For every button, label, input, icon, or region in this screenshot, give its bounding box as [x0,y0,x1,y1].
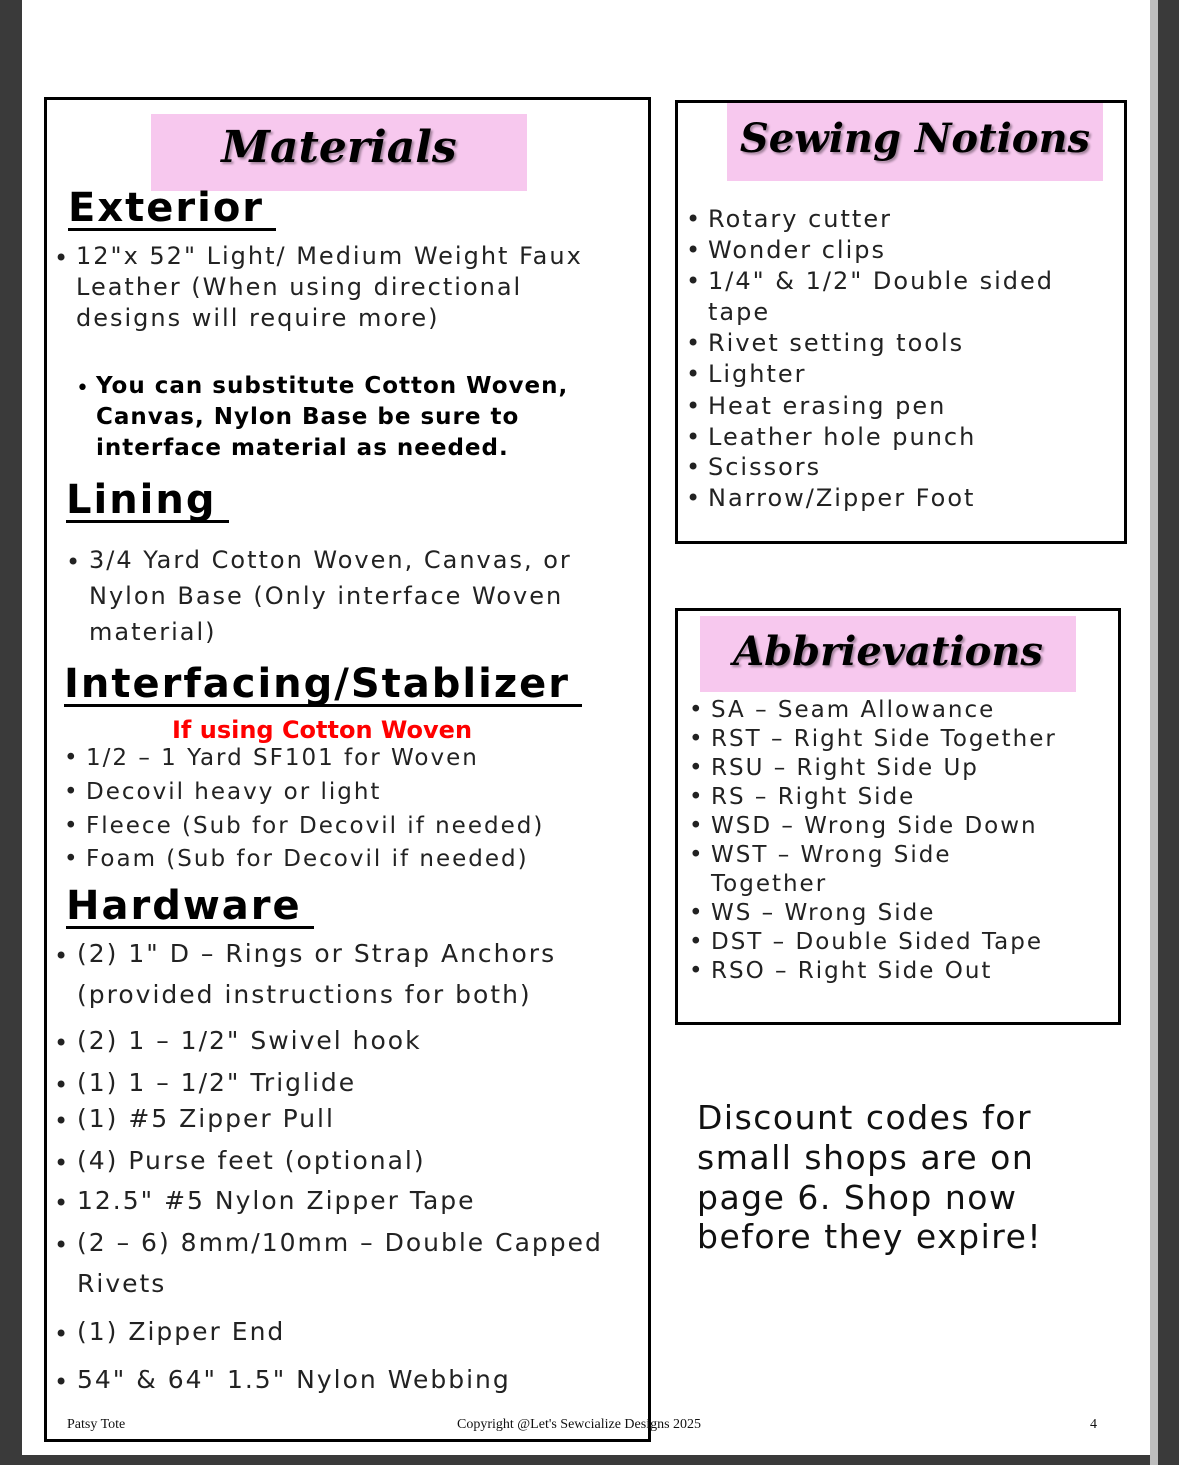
materials-banner [151,114,527,191]
lining-line-3: material) [89,618,217,646]
hardware-item-3: (1) 1 – 1/2" Triglide [77,1068,357,1097]
abbreviations-title: Abbrievations [733,628,1043,675]
hardware-bullet-8: • [54,1320,69,1348]
hardware-item-7b: Rivets [77,1269,167,1298]
list-item: • Scissors [686,453,1054,484]
hardware-item-4: (1) #5 Zipper Pull [77,1104,335,1133]
note-line-1: You can substitute Cotton Woven, [96,373,569,399]
hardware-bullet-2: • [54,1029,69,1057]
list-item: • Leather hole punch [686,423,1054,453]
discount-line-2: small shops are on [697,1138,1035,1177]
lining-heading: Lining [66,480,229,523]
lining-bullet: • [66,548,81,576]
list-item: • Lighter [686,360,1054,392]
interfacing-list [64,745,544,879]
footer-copyright: Copyright @Let's Sewcialize Designs 2025 [457,1417,702,1432]
exterior-bullet: • [54,244,69,272]
hardware-item-7a: (2 – 6) 8mm/10mm – Double Capped [77,1228,603,1257]
hardware-bullet-9: • [54,1368,69,1396]
exterior-heading: Exterior [68,188,276,231]
hardware-bullet-3: • [54,1071,69,1099]
list-item: • RSO – Right Side Out [689,958,1057,987]
list-item: • WSD – Wrong Side Down [689,813,1057,842]
footer-title: Patsy Tote [67,1417,126,1432]
list-item: • 1/2 – 1 Yard SF101 for Woven [64,745,544,779]
exterior-line-1: 12"x 52" Light/ Medium Weight Faux [76,242,583,270]
exterior-line-2: Leather (When using directional [76,273,523,301]
hardware-item-8: (1) Zipper End [77,1317,286,1346]
note-bullet: • [76,376,89,401]
list-item: • Foam (Sub for Decovil if needed) [64,846,544,879]
notions-title: Sewing Notions [739,115,1091,162]
list-item: • Heat erasing pen [686,392,1054,423]
hardware-item-5: (4) Purse feet (optional) [77,1146,426,1175]
lining-line-2: Nylon Base (Only interface Woven [89,582,564,610]
scrollbar-gutter[interactable] [1150,0,1158,1465]
hardware-bullet-1: • [54,942,69,970]
list-item: • Fleece (Sub for Decovil if needed) [64,813,544,846]
list-item-continuation: tape [708,298,771,326]
hardware-bullet-7: • [54,1231,69,1259]
note-line-3: interface material as needed. [96,435,509,461]
hardware-bullet-4: • [54,1107,69,1135]
list-item: • 1/4" & 1/2" Double sided [686,267,1054,298]
discount-line-3: page 6. Shop now [697,1178,1018,1217]
list-item: • RS – Right Side [689,784,1057,813]
list-item: • RST – Right Side Together [689,726,1057,755]
list-item: • Wonder clips [686,236,1054,267]
hardware-item-1b: (provided instructions for both) [77,980,532,1009]
list-item-continuation: Together [711,871,828,897]
lining-line-1: 3/4 Yard Cotton Woven, Canvas, or [89,546,572,574]
list-item: • Narrow/Zipper Foot [686,484,1054,515]
list-item: • Rotary cutter [686,205,1054,236]
hardware-item-2: (2) 1 – 1/2" Swivel hook [77,1026,422,1055]
hardware-bullet-6: • [54,1189,69,1217]
abbreviations-banner [700,616,1076,692]
list-item: • WST – Wrong Side [689,842,1057,871]
page-number: 4 [1090,1417,1097,1432]
discount-line-4: before they expire! [697,1217,1043,1256]
list-item: • RSU – Right Side Up [689,755,1057,784]
list-item: • WS – Wrong Side [689,900,1057,929]
hardware-item-1a: (2) 1" D – Rings or Strap Anchors [77,939,557,968]
hardware-heading: Hardware [66,886,314,929]
discount-line-1: Discount codes for [697,1098,1033,1137]
hardware-bullet-5: • [54,1149,69,1177]
list-item: • Rivet setting tools [686,329,1054,360]
list-item: • SA – Seam Allowance [689,697,1057,726]
interfacing-subheading: If using Cotton Woven [172,716,473,744]
exterior-line-3: designs will require more) [76,304,440,332]
interfacing-heading: Interfacing/Stablizer [64,664,582,707]
notions-banner [727,103,1103,181]
abbreviations-list [689,697,1057,987]
notions-list [686,205,1054,515]
materials-title: Materials [221,122,457,173]
list-item: • DST – Double Sided Tape [689,929,1057,958]
hardware-item-9: 54" & 64" 1.5" Nylon Webbing [77,1365,511,1394]
hardware-item-6: 12.5" #5 Nylon Zipper Tape [77,1186,476,1215]
list-item: • Decovil heavy or light [64,779,544,813]
note-line-2: Canvas, Nylon Base be sure to [96,404,520,430]
